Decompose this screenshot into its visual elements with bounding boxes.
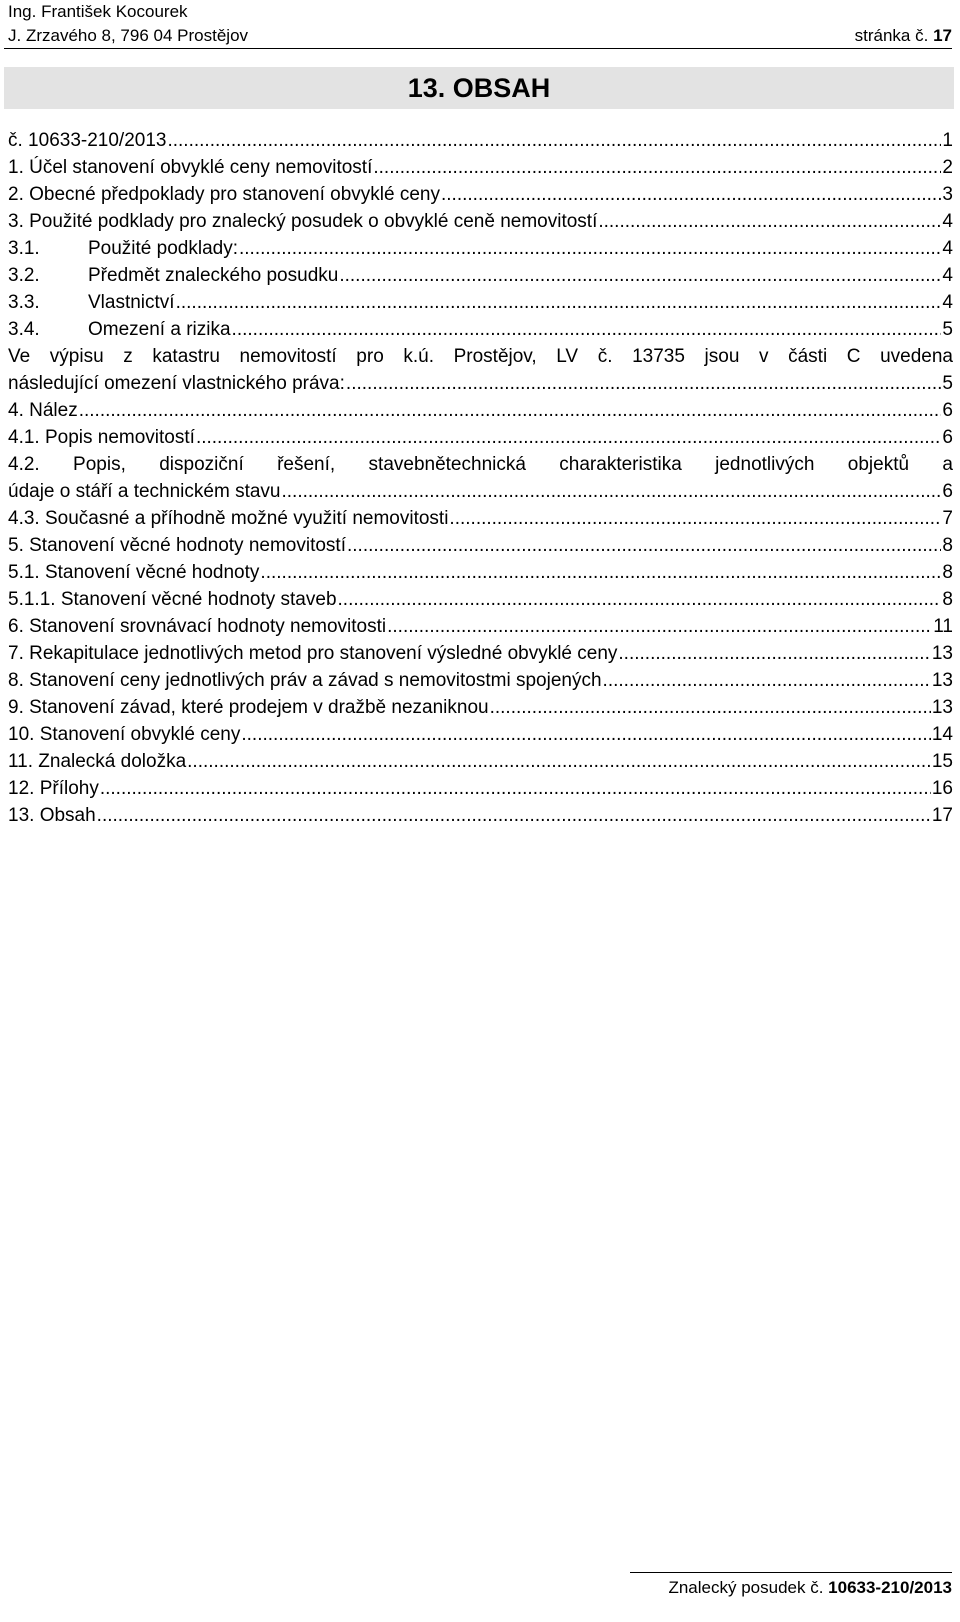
page-label: stránka č. [854, 26, 929, 45]
toc-entry[interactable] [8, 505, 953, 532]
toc-dot-leader [100, 775, 931, 802]
toc-entry-title: 3. Použité podklady pro znalecký posudek o obvyklé ceně nemovitostí [8, 211, 598, 232]
author-name: Ing. František Kocourek [8, 2, 188, 21]
toc-entry-title: 7. Rekapitulace jednotlivých metod pro stanovení výsledné obvyklé ceny [8, 643, 618, 664]
toc-dot-leader [97, 802, 931, 829]
toc-entry[interactable] [8, 775, 953, 802]
toc-entry-title: následující omezení vlastnického práva: [8, 373, 345, 394]
toc-entry-title: 6. Stanovení srovnávací hodnoty nemovitosti [8, 616, 387, 637]
toc-dot-leader [346, 370, 942, 397]
toc-entry[interactable] [8, 694, 953, 721]
toc-dot-leader [441, 181, 941, 208]
toc-entry-page: 13 [931, 670, 953, 691]
toc-entry-page: 4 [942, 238, 953, 259]
toc-entry-title: 4.1. Popis nemovitostí [8, 427, 195, 448]
toc-dot-leader [449, 505, 941, 532]
toc-entry-page: 7 [942, 508, 953, 529]
toc-entry[interactable] [8, 208, 953, 235]
toc-entry[interactable] [8, 451, 953, 505]
toc-entry-number: 3.2. [8, 265, 40, 286]
footer-document-number: 10633-210/2013 [828, 1578, 952, 1597]
toc-entry[interactable] [8, 559, 953, 586]
page-footer [668, 1576, 952, 1600]
toc-entry-page: 1 [942, 130, 953, 151]
toc-entry-page: 4 [942, 265, 953, 286]
toc-entry-title: 11. Znalecká doložka [8, 751, 187, 772]
toc-dot-leader [187, 748, 931, 775]
toc-entry[interactable] [8, 262, 953, 289]
toc-dot-leader [339, 262, 941, 289]
toc-dot-leader [281, 478, 941, 505]
toc-entry-title: č. 10633-210/2013 [8, 130, 167, 151]
toc-entry[interactable] [8, 154, 953, 181]
toc-entry[interactable] [8, 235, 953, 262]
toc-entry[interactable] [8, 397, 953, 424]
toc-entry[interactable] [8, 127, 953, 154]
toc-entry[interactable] [8, 667, 953, 694]
toc-entry-page: 6 [942, 400, 953, 421]
toc-dot-leader [338, 586, 942, 613]
toc-entry-number: 3.3. [8, 292, 40, 313]
toc-entry-page: 5 [942, 373, 953, 394]
toc-dot-leader [618, 640, 930, 667]
toc-entry-title: 4. Nález [8, 400, 78, 421]
toc-entry-title: 13. Obsah [8, 805, 96, 826]
toc-entry-page: 13 [931, 697, 953, 718]
toc-dot-leader [347, 532, 941, 559]
footer-divider [630, 1572, 952, 1573]
toc-entry-page: 16 [931, 778, 953, 799]
toc-entry-text-line: Ve výpisu z katastru nemovitostí pro k.ú. Prostějov, LV č. 13735 jsou v části C uvedena [8, 346, 953, 367]
toc-entry-title: 4.3. Současné a příhodně možné využití nemovitosti [8, 508, 449, 529]
toc-dot-leader [176, 289, 942, 316]
toc-entry[interactable] [8, 721, 953, 748]
toc-entry[interactable] [8, 640, 953, 667]
toc-entry[interactable] [8, 289, 953, 316]
header-row [8, 24, 952, 48]
toc-entry[interactable] [8, 343, 953, 397]
toc-entry-title: Vlastnictví [88, 292, 175, 313]
toc-entry-text-line: 4.2. Popis, dispoziční řešení, stavebnětechnická charakteristika jednotlivých objektů a [8, 454, 953, 475]
toc-entry-page: 4 [942, 292, 953, 313]
section-title: 13. OBSAH [4, 67, 954, 109]
toc-entry-title: Omezení a rizika [88, 319, 231, 340]
toc-entry[interactable] [8, 181, 953, 208]
toc-entry-title: Použité podklady: [88, 238, 238, 259]
toc-entry-last-line [8, 478, 953, 505]
toc-entry-page: 8 [942, 535, 953, 556]
toc-entry-title: 5.1. Stanovení věcné hodnoty [8, 562, 260, 583]
toc-entry[interactable] [8, 532, 953, 559]
toc-entry[interactable] [8, 316, 953, 343]
footer-label: Znalecký posudek č. [668, 1578, 824, 1597]
toc-entry-page: 14 [931, 724, 953, 745]
toc-dot-leader [167, 127, 941, 154]
header-divider [4, 48, 952, 49]
toc-entry-page: 11 [933, 616, 953, 637]
toc-entry-number: 3.1. [8, 238, 40, 259]
toc-dot-leader [373, 154, 941, 181]
toc-dot-leader [603, 667, 931, 694]
toc-dot-leader [260, 559, 941, 586]
toc-dot-leader [490, 694, 931, 721]
toc-entry[interactable] [8, 613, 953, 640]
toc-entry-page: 6 [942, 427, 953, 448]
toc-entry-page: 15 [931, 751, 953, 772]
page-header [8, 0, 952, 48]
toc-dot-leader [79, 397, 942, 424]
page-number: 17 [933, 26, 952, 45]
toc-entry[interactable] [8, 748, 953, 775]
toc-entry-title: údaje o stáří a technickém stavu [8, 481, 281, 502]
toc-entry-title: 8. Stanovení ceny jednotlivých práv a závad s nemovitostmi spojených [8, 670, 602, 691]
toc-entry-title: 10. Stanovení obvyklé ceny [8, 724, 241, 745]
author-address: J. Zrzavého 8, 796 04 Prostějov [8, 26, 249, 45]
toc-dot-leader [387, 613, 932, 640]
toc-entry[interactable] [8, 586, 953, 613]
toc-entry-title: Předmět znaleckého posudku [88, 265, 339, 286]
toc-entry-title: 5. Stanovení věcné hodnoty nemovitostí [8, 535, 346, 556]
toc-entry-page: 6 [942, 481, 953, 502]
page-indicator [855, 24, 952, 48]
toc-entry-title: 5.1.1. Stanovení věcné hodnoty staveb [8, 589, 337, 610]
table-of-contents [8, 127, 953, 829]
toc-entry-page: 8 [942, 589, 953, 610]
toc-dot-leader [196, 424, 941, 451]
toc-entry-last-line [8, 370, 953, 397]
toc-entry-title: 9. Stanovení závad, které prodejem v dražbě nezaniknou [8, 697, 489, 718]
toc-entry-page: 4 [942, 211, 953, 232]
toc-entry-page: 2 [942, 157, 953, 178]
toc-entry-page: 17 [931, 805, 953, 826]
toc-dot-leader [598, 208, 941, 235]
toc-entry-title: 2. Obecné předpoklady pro stanovení obvyklé ceny [8, 184, 440, 205]
toc-entry-page: 8 [942, 562, 953, 583]
toc-entry-title: 1. Účel stanovení obvyklé ceny nemovitostí [8, 157, 373, 178]
toc-entry[interactable] [8, 802, 953, 829]
toc-dot-leader [241, 721, 930, 748]
toc-entry-page: 13 [931, 643, 953, 664]
toc-entry[interactable] [8, 424, 953, 451]
toc-dot-leader [239, 235, 941, 262]
toc-entry-page: 3 [942, 184, 953, 205]
toc-entry-title: 12. Přílohy [8, 778, 99, 799]
toc-dot-leader [232, 316, 942, 343]
toc-entry-page: 5 [942, 319, 953, 340]
toc-entry-number: 3.4. [8, 319, 40, 340]
